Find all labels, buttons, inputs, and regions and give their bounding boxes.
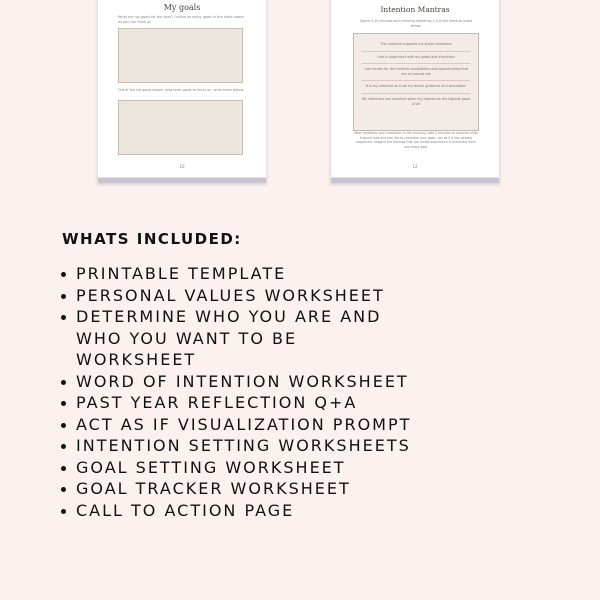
bullet-icon [61, 294, 66, 299]
list-item-label: GOAL SETTING WORKSHEET [76, 457, 346, 477]
goals-page-number: 10 [179, 164, 185, 169]
bullet-icon [61, 444, 66, 449]
included-list [60, 263, 420, 521]
list-item-label: PERSONAL VALUES WORKSHEET [76, 285, 385, 305]
list-item [60, 285, 420, 307]
list-item [60, 306, 420, 371]
list-item [60, 457, 420, 479]
included-title: WHATS INCLUDED: [62, 230, 242, 248]
bullet-icon [61, 466, 66, 471]
bullet-icon [61, 487, 66, 492]
list-item [60, 263, 420, 285]
list-item [60, 478, 420, 500]
list-item-label: ACT AS IF VISUALIZATION PROMPT [76, 414, 412, 434]
bullet-icon [61, 315, 66, 320]
list-item-label: PRINTABLE TEMPLATE [76, 264, 287, 283]
mantras-page-number: 12 [412, 164, 418, 169]
list-item [60, 371, 420, 393]
list-item-label: GOAL TRACKER WORKSHEET [76, 479, 351, 498]
goals-prompt-1: What are my goals for the year? Outline as many goals in the blank space as you can think of. [118, 15, 244, 24]
list-item-label: INTENTION SETTING WORKSHEETS [76, 436, 411, 455]
bullet-icon [61, 380, 66, 385]
list-item-label: PAST YEAR REFLECTION Q+A [76, 393, 358, 412]
goals-prompt-2: Out of the list goals above, long term goals to focus on, write them below: [118, 88, 245, 92]
bullet-icon [61, 423, 66, 428]
mantra-item: The universe supports my vision intentions [362, 39, 470, 52]
list-item [60, 435, 420, 457]
goals-answer-box-2 [118, 100, 243, 155]
goals-answer-box-1 [118, 28, 243, 83]
mantra-item: I am tender for the limitless possibilities and opportunities that are all around me [362, 64, 470, 81]
mantras-page-heading: Intention Mantras [380, 5, 450, 14]
list-item-label: CALL TO ACTION PAGE [76, 500, 295, 520]
mantras-card [353, 33, 479, 131]
list-item [60, 500, 420, 522]
mantra-item: I am in alignment with my goals and intentions [362, 52, 470, 65]
mantras-intro: Spend 5-10 minutes each morning repeating 3-5 of the mantras listed below. [359, 19, 472, 28]
list-item-label: DETERMINE WHO YOU ARE AND WHO YOU WANT TO BE WORKSHEET [76, 307, 382, 369]
list-item-label: WORD OF INTENTION WORKSHEET [76, 371, 409, 391]
worksheet-page-mantras [330, 0, 500, 178]
worksheet-page-goals [97, 0, 267, 178]
mantra-item: My intentions are manifest when my desires for the highest good of all [362, 96, 470, 106]
mantra-item: It is my intention to trust my divine guidance and perception [362, 81, 470, 94]
bullet-icon [61, 509, 66, 514]
bullet-icon [61, 401, 66, 406]
list-item [60, 392, 420, 414]
list-item [60, 414, 420, 436]
mantras-outro: After repeating your intentions in the morning, take 5 minutes to visualize what it would look and feel like to complete your goals. Act as if it has already happened. Imagine the feelings that you would experience in achieving each and every goal. [354, 131, 478, 149]
goals-page-heading: My goals [163, 3, 201, 12]
bullet-icon [61, 272, 66, 277]
